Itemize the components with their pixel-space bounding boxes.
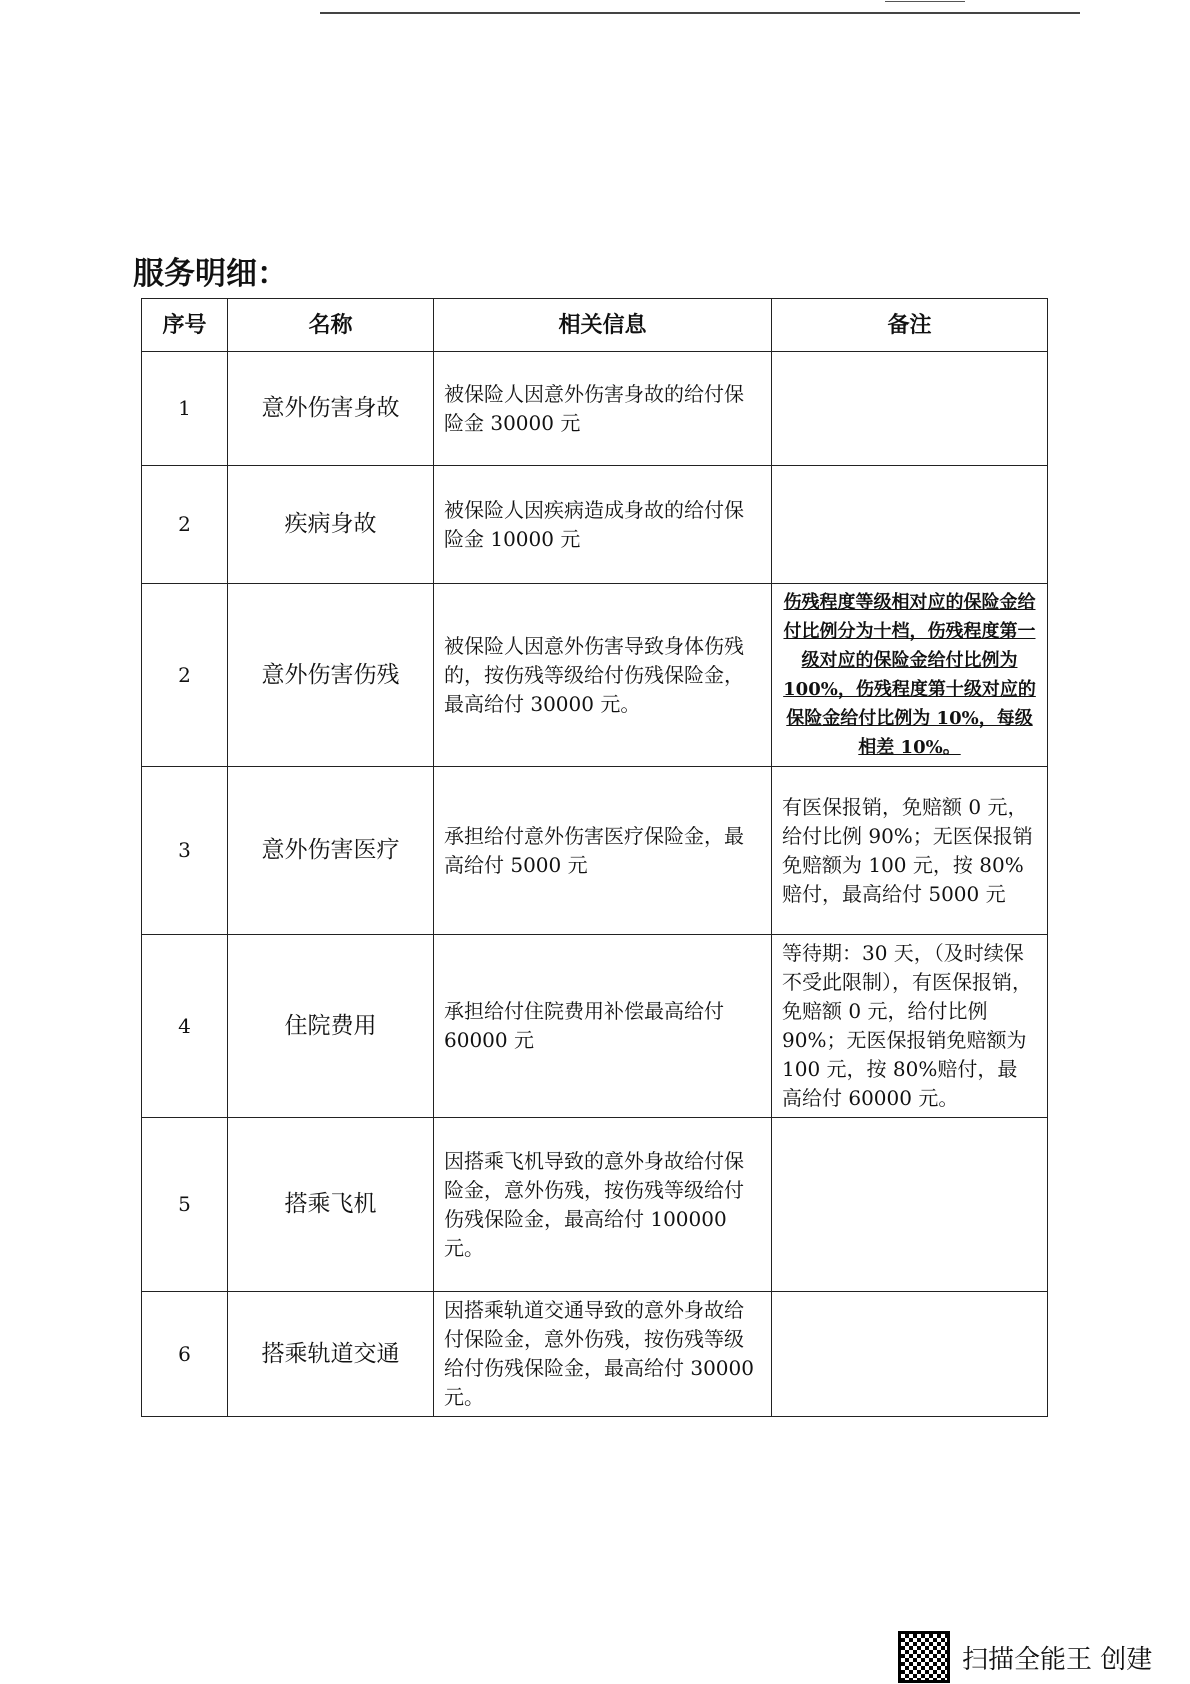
row-number: 2 (142, 584, 228, 767)
row-note (772, 1292, 1048, 1417)
row-note: 等待期：30 天，（及时续保不受此限制），有医保报销，免赔额 0 元，给付比例 90%；无医保报销免赔额为 100 元，按 80%赔付，最高给付 60000 元。 (772, 935, 1048, 1118)
row-name: 意外伤害身故 (228, 352, 434, 466)
header-no: 序号 (142, 299, 228, 352)
scanner-watermark (898, 1631, 1152, 1683)
row-number: 5 (142, 1118, 228, 1292)
row-name: 意外伤害伤残 (228, 584, 434, 767)
header-info: 相关信息 (434, 299, 772, 352)
row-number: 4 (142, 935, 228, 1118)
row-name: 疾病身故 (228, 466, 434, 584)
row-number: 2 (142, 466, 228, 584)
row-name: 意外伤害医疗 (228, 767, 434, 935)
table-row (142, 1292, 1048, 1417)
row-note: 伤残程度等级相对应的保险金给付比例分为十档，伤残程度第一级对应的保险金给付比例为100%，伤残程度第十级对应的保险金给付比例为 10%，每级相差 10%。 (772, 584, 1048, 767)
row-info: 承担给付住院费用补偿最高给付 60000 元 (434, 935, 772, 1118)
row-info: 被保险人因意外伤害身故的给付保险金 30000 元 (434, 352, 772, 466)
row-name: 住院费用 (228, 935, 434, 1118)
row-note: 有医保报销，免赔额 0 元，给付比例 90%；无医保报销免赔额为 100 元，按 80%赔付，最高给付 5000 元 (772, 767, 1048, 935)
row-info: 被保险人因意外伤害导致身体伤残的，按伤残等级给付伤残保险金，最高给付 30000 元。 (434, 584, 772, 767)
header-mark (885, 1, 965, 2)
table-row (142, 767, 1048, 935)
row-name: 搭乘轨道交通 (228, 1292, 434, 1417)
row-info: 因搭乘飞机导致的意外身故给付保险金，意外伤残，按伤残等级给付伤残保险金，最高给付 100000 元。 (434, 1118, 772, 1292)
header-rule (320, 12, 1080, 14)
row-number: 3 (142, 767, 228, 935)
watermark-label: 扫描全能王 创建 (962, 1644, 1153, 1675)
row-note (772, 1118, 1048, 1292)
row-note (772, 352, 1048, 466)
table-row (142, 466, 1048, 584)
header-name: 名称 (228, 299, 434, 352)
table-row (142, 1118, 1048, 1292)
qr-code-icon (898, 1631, 950, 1683)
table-row (142, 352, 1048, 466)
header-note: 备注 (772, 299, 1048, 352)
row-number: 1 (142, 352, 228, 466)
table-row (142, 584, 1048, 767)
row-info: 承担给付意外伤害医疗保险金，最高给付 5000 元 (434, 767, 772, 935)
table-row (142, 935, 1048, 1118)
row-info: 因搭乘轨道交通导致的意外身故给付保险金，意外伤残，按伤残等级给付伤残保险金，最高给付 30000 元。 (434, 1292, 772, 1417)
service-table (141, 298, 1048, 1417)
row-name: 搭乘飞机 (228, 1118, 434, 1292)
page-title: 服务明细： (133, 256, 288, 292)
row-note (772, 466, 1048, 584)
row-number: 6 (142, 1292, 228, 1417)
row-info: 被保险人因疾病造成身故的给付保险金 10000 元 (434, 466, 772, 584)
table-header-row (142, 299, 1048, 352)
